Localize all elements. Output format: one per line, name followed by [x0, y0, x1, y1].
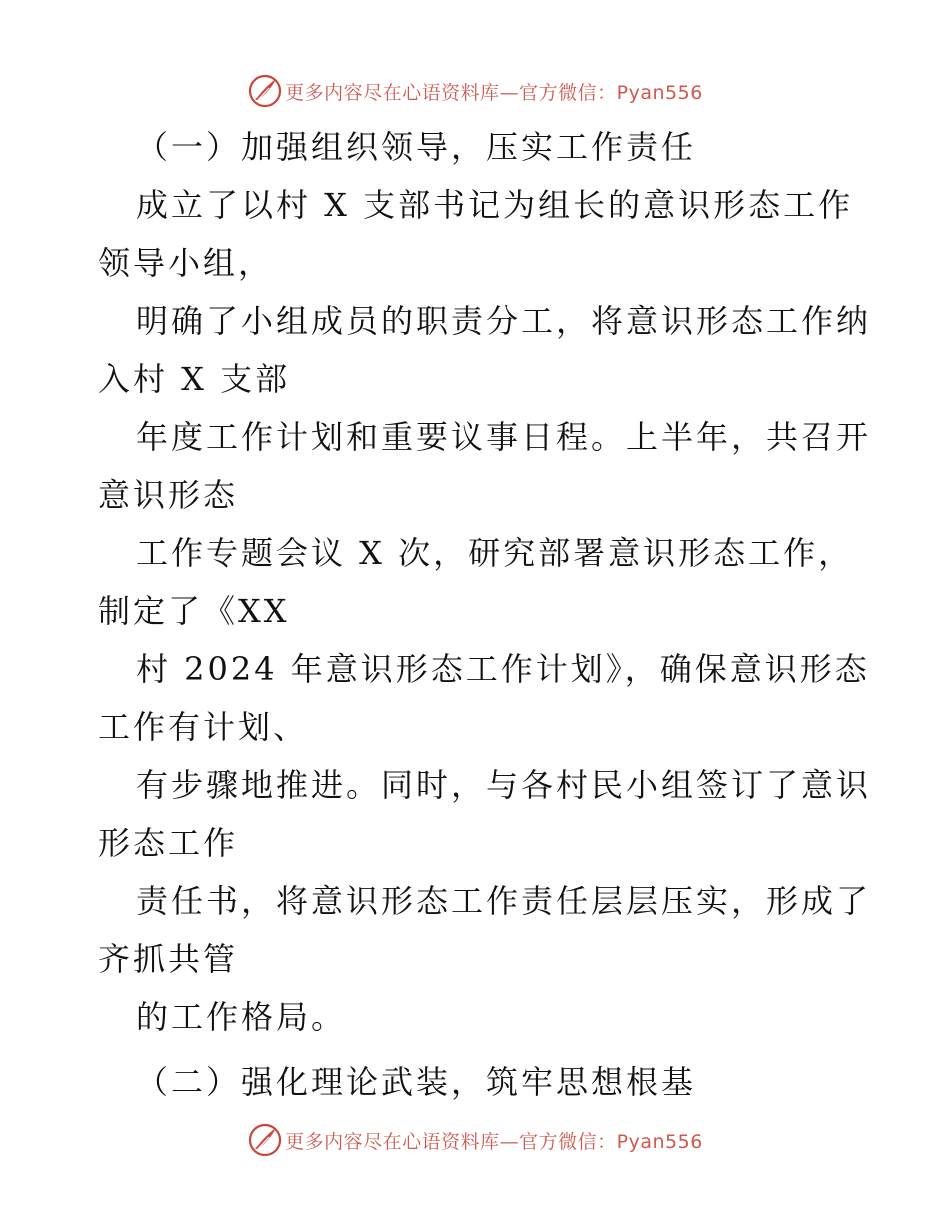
paragraph-line: 齐抓共管	[98, 940, 239, 978]
quill-logo-icon	[247, 73, 283, 109]
watermark-separator: —	[499, 81, 520, 104]
paragraph-line: 意识形态	[98, 476, 239, 514]
watermark-banner-top	[0, 71, 950, 111]
paragraph-line: 成立了以村 X 支部书记为组长的意识形态工作	[136, 186, 854, 224]
watermark-banner-bottom	[0, 1120, 950, 1160]
section-heading-2: （二）强化理论武装，筑牢思想根基	[136, 1063, 697, 1101]
watermark-main: 更多内容尽在心语资料库	[285, 1130, 500, 1153]
paragraph-line: 村 2024 年意识形态工作计划》，确保意识形态	[136, 650, 870, 688]
paragraph-line: 有步骤地推进。同时，与各村民小组签订了意识	[136, 766, 872, 804]
paragraph-line: 制定了《XX	[98, 592, 290, 630]
paragraph-line: 入村 X 支部	[98, 360, 291, 398]
watermark-wechat: 官方微信：Pyan556	[519, 1130, 703, 1153]
watermark-text	[285, 1127, 703, 1154]
paragraph-line: 工作有计划、	[98, 708, 309, 746]
paragraph-line: 明确了小组成员的职责分工，将意识形态工作纳	[136, 302, 872, 340]
paragraph-line: 工作专题会议 X 次，研究部署意识形态工作，	[136, 534, 854, 572]
watermark-text	[285, 78, 703, 105]
watermark-main: 更多内容尽在心语资料库	[285, 81, 500, 104]
paragraph-line: 领导小组，	[98, 244, 274, 282]
paragraph-line: 年度工作计划和重要议事日程。上半年，共召开	[136, 418, 872, 456]
watermark-wechat: 官方微信：Pyan556	[519, 81, 703, 104]
paragraph-line: 的工作格局。	[136, 998, 347, 1036]
section-heading-1: （一）加强组织领导，压实工作责任	[136, 128, 697, 166]
watermark-separator: —	[499, 1130, 520, 1153]
paragraph-line: 责任书，将意识形态工作责任层层压实，形成了	[136, 882, 872, 920]
paragraph-line: 形态工作	[98, 824, 239, 862]
quill-logo-icon	[247, 1122, 283, 1158]
